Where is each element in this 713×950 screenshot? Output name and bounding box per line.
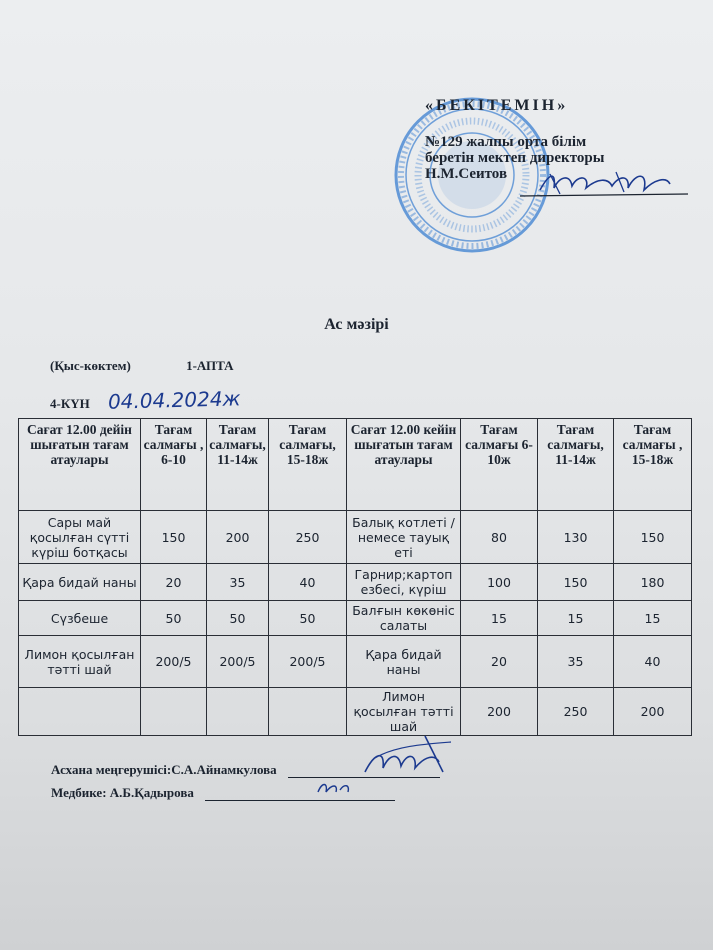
table-cell: 200 xyxy=(461,688,538,736)
table-cell: Лимон қосылған тәтті шай xyxy=(347,688,461,736)
table-cell: Қара бидай наны xyxy=(347,636,461,688)
approval-line-2: беретін мектеп директоры xyxy=(425,150,605,166)
table-cell: 250 xyxy=(538,688,614,736)
chef-signature-icon xyxy=(355,732,460,780)
nurse-signature-icon xyxy=(314,778,354,798)
table-cell: Балық котлеті /немесе тауық еті xyxy=(347,511,461,564)
table-cell: 200 xyxy=(614,688,692,736)
approval-line-3: Н.М.Сеитов xyxy=(425,166,508,182)
header-cell: Тағам салмағы , 15-18ж xyxy=(614,419,692,511)
table-cell: 20 xyxy=(141,564,207,601)
season-line xyxy=(50,358,234,374)
table-cell: 150 xyxy=(614,511,692,564)
table-cell: Сары май қосылған сүтті күріш ботқасы xyxy=(19,511,141,564)
header-cell: Тағам салмағы, 11-14ж xyxy=(538,419,614,511)
handwritten-date: 04.04.2024ж xyxy=(107,386,241,414)
table-cell: Лимон қосылған тәтті шай xyxy=(19,636,141,688)
table-cell: 50 xyxy=(269,601,347,636)
week-label: 1-АПТА xyxy=(186,358,234,373)
day-label: 4-КҮН xyxy=(50,396,90,411)
table-cell: 20 xyxy=(461,636,538,688)
table-cell: 15 xyxy=(614,601,692,636)
table-row xyxy=(19,601,692,636)
table-cell: 200/5 xyxy=(207,636,269,688)
header-cell: Тағам салмағы 6-10ж xyxy=(461,419,538,511)
table-cell: 15 xyxy=(461,601,538,636)
table-cell: 150 xyxy=(538,564,614,601)
menu-table xyxy=(18,418,692,736)
season-label: (Қыс-көктем) xyxy=(50,358,131,373)
header-cell: Сағат 12.00 дейін шығатын тағам атаулары xyxy=(19,419,141,511)
table-header-row xyxy=(19,419,692,511)
table-row xyxy=(19,511,692,564)
table-cell: 180 xyxy=(614,564,692,601)
table-row xyxy=(19,636,692,688)
table-cell: 250 xyxy=(269,511,347,564)
table-cell: 40 xyxy=(614,636,692,688)
table-cell: 200 xyxy=(207,511,269,564)
chef-label: Асхана меңгерушісі:С.А.Айнамкулова xyxy=(51,762,277,777)
table-cell xyxy=(269,688,347,736)
table-cell xyxy=(207,688,269,736)
table-cell: 200/5 xyxy=(141,636,207,688)
signature-underline xyxy=(205,800,395,801)
approval-line-1: №129 жалпы орта білім xyxy=(425,134,587,150)
table-cell: 100 xyxy=(461,564,538,601)
header-cell: Тағам салмағы , 6-10 xyxy=(141,419,207,511)
table-cell: Қара бидай наны xyxy=(19,564,141,601)
table-cell: Сүзбеше xyxy=(19,601,141,636)
table-cell: 200/5 xyxy=(269,636,347,688)
table-cell xyxy=(141,688,207,736)
table-cell: Балғын көкөніс салаты xyxy=(347,601,461,636)
table-cell: 150 xyxy=(141,511,207,564)
table-cell: 130 xyxy=(538,511,614,564)
table-cell: 35 xyxy=(538,636,614,688)
director-signature-icon xyxy=(520,168,690,200)
table-cell xyxy=(19,688,141,736)
header-cell: Тағам салмағы, 15-18ж xyxy=(269,419,347,511)
table-cell: 50 xyxy=(141,601,207,636)
table-cell: 15 xyxy=(538,601,614,636)
table-cell: Гарнир;картоп езбесі, күріш xyxy=(347,564,461,601)
nurse-label: Медбике: А.Б.Қадырова xyxy=(51,785,194,800)
table-row xyxy=(19,688,692,736)
table-cell: 40 xyxy=(269,564,347,601)
table-cell: 50 xyxy=(207,601,269,636)
header-cell: Сағат 12.00 кейін шығатын тағам атаулары xyxy=(347,419,461,511)
table-row xyxy=(19,564,692,601)
table-cell: 35 xyxy=(207,564,269,601)
table-cell: 80 xyxy=(461,511,538,564)
header-cell: Тағам салмағы, 11-14ж xyxy=(207,419,269,511)
approval-header: «БЕКІТЕМІН» xyxy=(425,97,569,114)
page-title: Ас мәзірі xyxy=(324,316,389,333)
